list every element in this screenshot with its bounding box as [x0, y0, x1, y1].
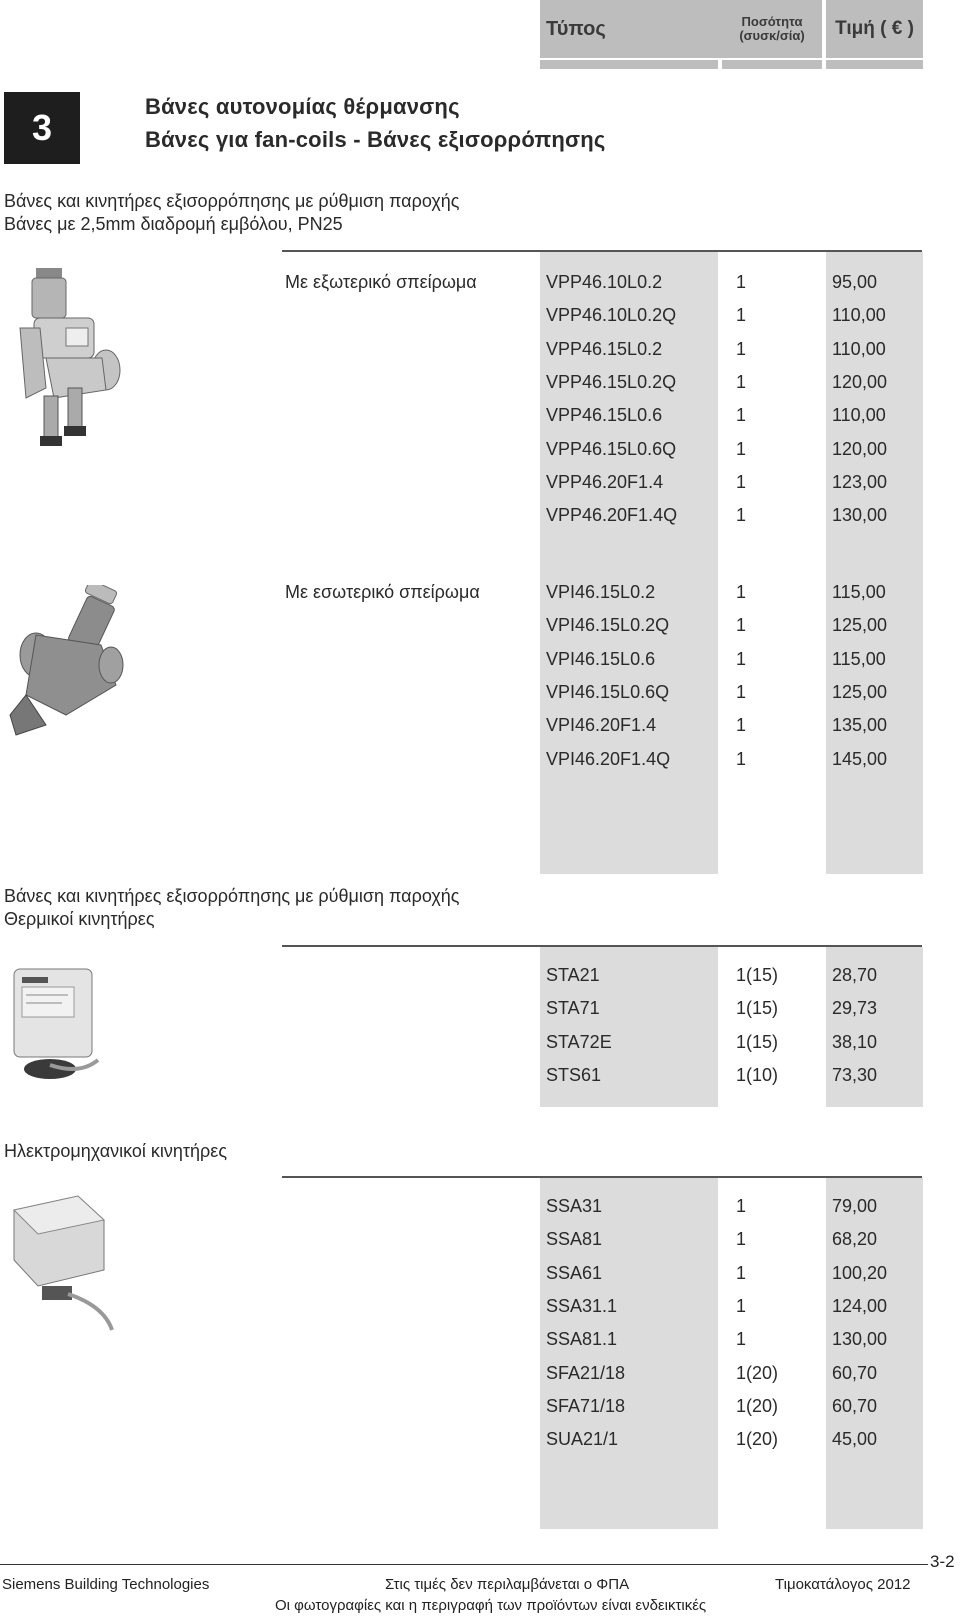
- row-qty: 1(15): [736, 965, 779, 985]
- row-type: VPP46.20F1.4: [546, 471, 664, 492]
- row-qty: 1: [736, 371, 747, 392]
- row-qty: 1: [736, 615, 747, 636]
- row-price: 60,70: [832, 1395, 878, 1416]
- header-price: [826, 0, 923, 58]
- row-price: 115,00: [832, 582, 886, 602]
- row-qty: 1: [736, 681, 747, 702]
- header-type-label: Τύπος: [546, 17, 606, 40]
- row-type: SSA81.1: [546, 1329, 618, 1350]
- row-type: STA71: [546, 998, 600, 1019]
- row-qty: 1: [736, 582, 747, 602]
- row-qty: 1: [736, 715, 747, 736]
- chapter-number: 3: [31, 107, 53, 148]
- row-type: SFA21/18: [546, 1362, 626, 1383]
- row-qty: 1: [736, 505, 747, 526]
- row-qty: 1(20): [736, 1429, 779, 1450]
- row-type: STA72E: [546, 1031, 612, 1052]
- section1-heading-line1: Βάνες και κινητήρες εξισορρόπησης με ρύθμιση παροχής: [4, 191, 460, 211]
- row-type: SSA61: [546, 1262, 603, 1283]
- footer-rule: [0, 1564, 928, 1565]
- row-type: VPI46.15L0.6: [546, 648, 656, 669]
- chapter-title-line2: Βάνες για fan-coils - Βάνες εξισορρόπησης: [145, 127, 606, 152]
- row-price: 130,00: [832, 505, 888, 526]
- row-qty: 1: [736, 1196, 747, 1216]
- row-type: VPP46.10L0.2: [546, 272, 663, 292]
- header-quantity-label: Ποσότητα: [741, 14, 803, 29]
- header-quantity-unit: (συσκ/σία): [739, 28, 805, 43]
- row-type: VPP46.15L0.2Q: [546, 371, 677, 392]
- row-price: 73,30: [832, 1064, 878, 1085]
- row-price: 125,00: [832, 615, 888, 636]
- section1-rule: [282, 250, 922, 252]
- row-price: 115,00: [832, 648, 886, 669]
- row-qty: 1(15): [736, 998, 779, 1019]
- header-type: [540, 0, 724, 58]
- row-qty: 1: [736, 648, 747, 669]
- row-type: VPI46.15L0.6Q: [546, 681, 670, 702]
- row-price: 29,73: [832, 998, 878, 1019]
- header-strip-type: [540, 60, 718, 69]
- header-price-label: Τιμή ( € ): [835, 18, 914, 39]
- row-type: VPP46.10L0.2Q: [546, 305, 677, 326]
- section2-rule: [282, 945, 922, 947]
- row-type: STA21: [546, 965, 600, 985]
- section1-heading-line2: Βάνες με 2,5mm διαδρομή εμβόλου, PN25: [4, 214, 343, 234]
- row-type: VPP46.15L0.6Q: [546, 438, 677, 459]
- row-price: 120,00: [832, 371, 888, 392]
- footer-catalog: Τιμοκατάλογος 2012: [775, 1576, 911, 1593]
- row-qty: 1(15): [736, 1031, 779, 1052]
- row-qty: 1: [736, 438, 747, 459]
- row-qty: 1(20): [736, 1362, 779, 1383]
- chapter-number-badge: [4, 92, 80, 164]
- row-type: SSA31: [546, 1196, 603, 1216]
- section2-heading-line1: Βάνες και κινητήρες εξισορρόπησης με ρύθμιση παροχής: [4, 886, 460, 906]
- footer-vat-note: Στις τιμές δεν περιλαμβάνεται ο ΦΠΑ: [385, 1576, 630, 1593]
- header-quantity: [722, 0, 822, 58]
- section3-heading: Ηλεκτρομηχανικοί κινητήρες: [4, 1141, 227, 1161]
- row-price: 95,00: [832, 272, 878, 292]
- row-qty: 1: [736, 748, 747, 769]
- row-price: 130,00: [832, 1329, 888, 1350]
- row-price: 120,00: [832, 438, 888, 459]
- row-price: 123,00: [832, 471, 888, 492]
- header-strip-price: [826, 60, 923, 69]
- row-type: VPP46.20F1.4Q: [546, 505, 678, 526]
- chapter-title-line1: Βάνες αυτονομίας θέρμανσης: [145, 94, 460, 119]
- row-price: 28,70: [832, 965, 878, 985]
- row-price: 45,00: [832, 1429, 878, 1450]
- row-price: 60,70: [832, 1362, 878, 1383]
- row-price: 100,20: [832, 1262, 888, 1283]
- row-qty: 1: [736, 272, 747, 292]
- row-type: SFA71/18: [546, 1395, 626, 1416]
- header-strip-qty: [722, 60, 822, 69]
- row-price: 125,00: [832, 681, 888, 702]
- electromechanical-actuator-image: [8, 1190, 116, 1335]
- row-qty: 1(20): [736, 1395, 779, 1416]
- groupB-label: Με εσωτερικό σπείρωμα: [285, 582, 480, 602]
- row-type: VPI46.15L0.2: [546, 582, 656, 602]
- row-type: SSA31.1: [546, 1295, 618, 1316]
- row-price: 79,00: [832, 1196, 878, 1216]
- row-type: VPI46.20F1.4Q: [546, 748, 671, 769]
- section3-rule: [282, 1176, 922, 1178]
- row-price: 145,00: [832, 748, 888, 769]
- thermal-actuator-image: [10, 965, 100, 1090]
- row-price: 110,00: [832, 405, 886, 426]
- row-price: 68,20: [832, 1229, 878, 1250]
- row-qty: 1: [736, 305, 747, 326]
- row-price: 110,00: [832, 305, 886, 326]
- footer-disclaimer: Οι φωτογραφίες και η περιγραφή των προϊόντων είναι ενδεικτικές: [275, 1597, 707, 1614]
- row-type: SSA81: [546, 1229, 603, 1250]
- row-type: SUA21/1: [546, 1429, 619, 1450]
- footer-company: Siemens Building Technologies: [2, 1576, 210, 1593]
- row-qty: 1: [736, 338, 747, 359]
- row-type: VPP46.15L0.6: [546, 405, 663, 426]
- footer-page-number: 3-2: [930, 1552, 955, 1571]
- row-price: 124,00: [832, 1295, 888, 1316]
- row-qty: 1: [736, 471, 747, 492]
- row-qty: 1: [736, 1229, 747, 1250]
- groupA-label: Με εξωτερικό σπείρωμα: [285, 272, 477, 292]
- row-price: 38,10: [832, 1031, 878, 1052]
- valve-external-thread-image: [6, 268, 124, 458]
- section2-heading-line2: Θερμικοί κινητήρες: [4, 909, 155, 929]
- row-type: VPI46.15L0.2Q: [546, 615, 670, 636]
- valve-internal-thread-image: [6, 585, 126, 740]
- row-type: VPP46.15L0.2: [546, 338, 663, 359]
- row-qty: 1: [736, 405, 747, 426]
- row-type: STS61: [546, 1064, 602, 1085]
- row-qty: 1: [736, 1295, 747, 1316]
- row-type: VPI46.20F1.4: [546, 715, 657, 736]
- row-qty: 1(10): [736, 1064, 779, 1085]
- row-qty: 1: [736, 1329, 747, 1350]
- row-qty: 1: [736, 1262, 747, 1283]
- row-price: 110,00: [832, 338, 886, 359]
- row-price: 135,00: [832, 715, 888, 736]
